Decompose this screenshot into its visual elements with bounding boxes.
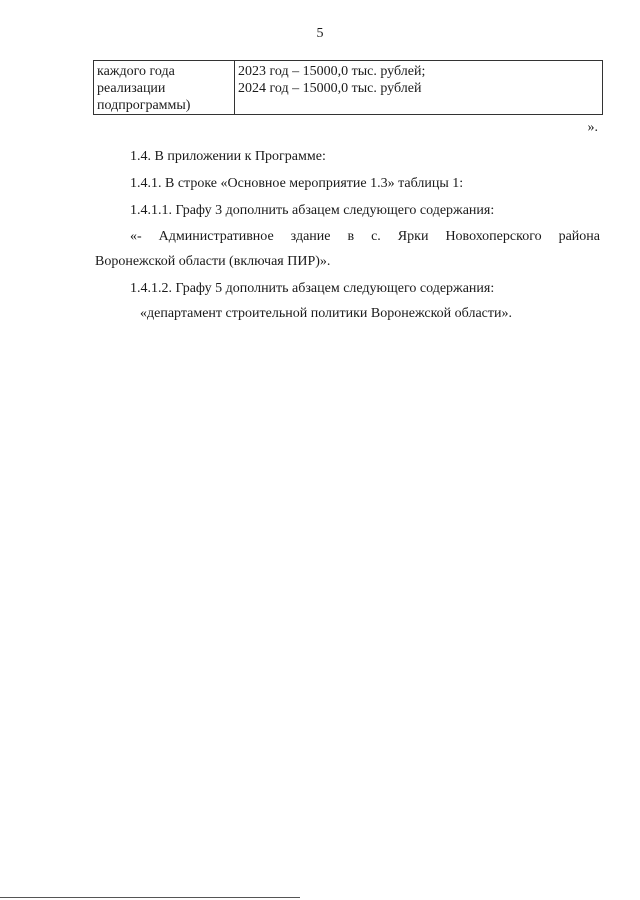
- table-row: [94, 61, 603, 115]
- paragraph-1-4-1: 1.4.1. В строке «Основное мероприятие 1.3» таблицы 1:: [130, 176, 464, 191]
- scan-edge-line: [0, 897, 300, 898]
- cell-text: реализации: [97, 81, 166, 96]
- paragraph-1-4: 1.4. В приложении к Программе:: [130, 149, 326, 164]
- continuation-table: [93, 60, 603, 115]
- page-number: 5: [316, 26, 324, 41]
- paragraph-1-4-1-2: 1.4.1.2. Графу 5 дополнить абзацем следующего содержания:: [130, 281, 495, 296]
- paragraph-department: «департамент строительной политики Воронежской области».: [140, 306, 512, 321]
- closing-quote: ».: [587, 120, 598, 135]
- paragraph-admin-building-line2: Воронежской области (включая ПИР)».: [95, 254, 331, 269]
- cell-text: каждого года: [97, 64, 175, 79]
- paragraph-1-4-1-1: 1.4.1.1. Графу 3 дополнить абзацем следующего содержания:: [130, 203, 495, 218]
- cell-text: 2024 год – 15000,0 тыс. рублей: [238, 81, 422, 96]
- table-cell-left: [94, 61, 235, 115]
- table-cell-right: [235, 61, 603, 115]
- paragraph-admin-building-line1: «- Административное здание в с. Ярки Новохоперского района: [130, 229, 600, 244]
- cell-text: 2023 год – 15000,0 тыс. рублей;: [238, 64, 426, 79]
- cell-text: подпрограммы): [97, 98, 191, 113]
